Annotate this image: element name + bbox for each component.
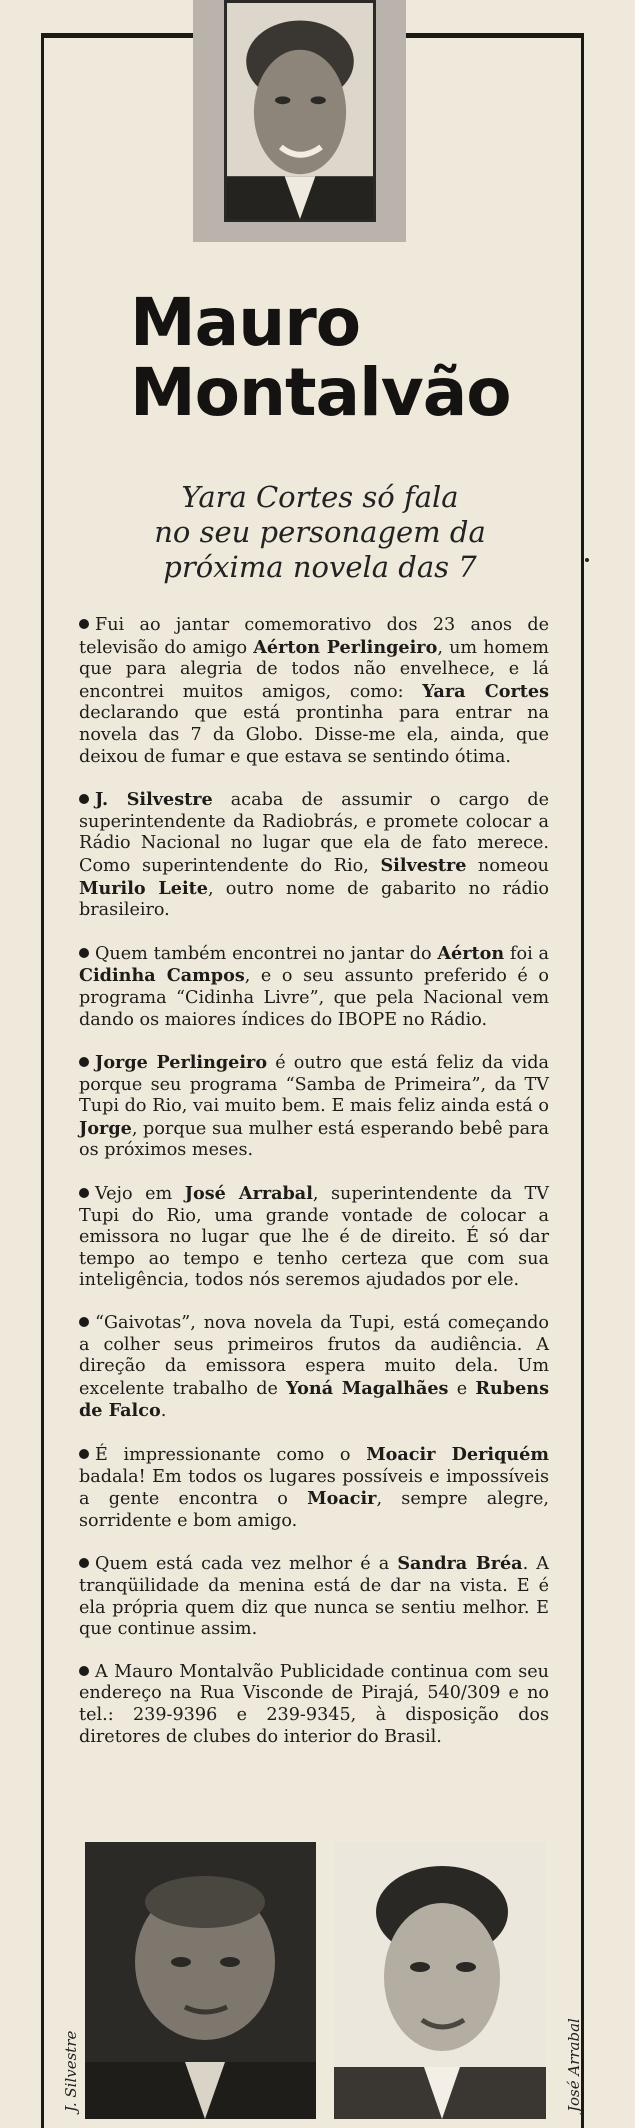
item-text: Quem também encontrei no jantar do [95,943,438,964]
highlighted-name: Aérton Perlingeiro [253,636,438,658]
item-text: É impressionante como o [95,1445,367,1465]
name-line-1: Mauro [130,284,361,361]
item-text: A Mauro Montalvão Publicidade continua com seu endereço na Rua Visconde de Pirajá, 540/309 e no tel.: 239-9396 e 239-9345, à disposição dos diretores de clubes do interior do Brasil. [79,1661,549,1747]
item-text: nomeou [466,855,549,876]
highlighted-name: Moacir Deriquém [366,1444,549,1465]
item-text: foi a [504,943,549,964]
news-item [79,1444,549,1532]
author-photo-frame [193,0,406,242]
bullet-icon [79,1317,89,1327]
item-text: “Gaivotas”, nova novela da Tupi, está começando a colher seus primeiros frutos da audiência. A direção da emissora espera muito dela. Um excelente trabalho de [79,1313,549,1399]
highlighted-name: Jorge [79,1117,132,1139]
item-text: Vejo em [95,1184,185,1205]
author-photo [224,0,376,222]
news-item [79,943,549,1031]
highlighted-name: Jorge Perlingeiro [95,1052,268,1074]
news-item [79,1183,549,1292]
highlighted-name: Moacir [307,1488,377,1510]
news-items [79,615,549,1769]
item-text: Fui ao jantar comemorativo dos 23 anos de televisão do amigo [79,615,549,658]
item-text: Quem está cada vez melhor é a [95,1554,398,1575]
item-text: declarando que está prontinha para entrar na novela das 7 da Globo. Disse-me ela, ainda, que deixou de fumar e que estava se sentindo ótima. [79,703,549,767]
item-text: badala! Em todos os lugares possíveis e impossíveis a gente encontra o [79,1466,549,1510]
bullet-icon [79,1188,89,1198]
bullet-icon [79,619,89,629]
bullet-icon [79,1057,89,1067]
bullet-icon [79,1449,89,1459]
news-item [79,615,549,768]
highlighted-name: Yara Cortes [422,680,549,702]
item-text: e [448,1378,476,1399]
item-text: , porque sua mulher está esperando bebê para os próximos meses. [79,1118,549,1161]
highlighted-name: Aérton [437,942,505,964]
bullet-icon [79,1666,89,1676]
highlighted-name: Rubens de Falco [79,1377,549,1422]
bullet-icon [79,948,89,958]
highlighted-name: Yoná Magalhães [286,1377,449,1399]
highlighted-name: José Arrabal [184,1183,313,1205]
bullet-icon [79,1558,89,1568]
item-text: acaba de assumir o cargo de superintendente da Radiobrás, e promete colocar a Rádio Nacional no lugar que ela de fato merece. Como superintendente do Rio, [79,790,549,876]
item-text: , superintendente da TV Tupi do Rio, uma grande vontade de colocar a emissora no lugar que lhe é de direito. É só dar tempo ao tempo e tenho certeza que com sua inteligência, todos nós seremos ajudados por ele. [79,1184,549,1291]
news-item [79,1553,549,1640]
highlighted-name: Sandra Bréa [397,1553,523,1575]
item-text: , e o seu assunto preferido é o programa “Cidinha Livre”, que pela Nacional vem dando os maiores índices do IBOPE no Rádio. [79,966,550,1030]
headline [110,480,530,585]
item-text: é outro que está feliz da vida porque seu programa “Samba de Primeira”, da TV Tupi do Rio, vai muito bem. E mais feliz ainda está o [79,1053,549,1117]
highlighted-name: Cidinha Campos [79,965,245,987]
news-item [79,789,549,922]
headline-line-2: no seu personagem da [154,515,486,549]
headline-line-1: Yara Cortes só fala [181,480,459,514]
item-text: , um homem que para alegria de todos não envelhece, e lá encontrei muitos amigos, como: [79,637,549,702]
print-speck [585,558,589,562]
item-text: , outro nome de gabarito no rádio brasileiro. [79,878,549,921]
bullet-icon [79,794,89,804]
highlighted-name: Murilo Leite [79,877,208,899]
photo-j-silvestre [85,1842,316,2119]
news-item [79,1313,549,1423]
caption-left: J. Silvestre [62,2030,80,2112]
headline-line-3: próxima novela das 7 [163,550,477,584]
highlighted-name: Silvestre [380,854,467,876]
photo-jose-arrabal [334,1842,546,2119]
news-item [79,1052,549,1162]
item-text: . A tranqüilidade da menina está de dar na vista. E é ela própria quem diz que nunca se sentiu melhor. E que continue assim. [79,1554,549,1640]
news-item [79,1662,549,1748]
item-text: . [160,1401,167,1422]
columnist-name [130,284,550,431]
name-line-2: Montalvão [130,354,511,431]
item-text: , sempre alegre, sorridente e bom amigo. [79,1489,549,1531]
caption-right: José Arrabal [565,2018,583,2112]
highlighted-name: J. Silvestre [95,789,213,811]
